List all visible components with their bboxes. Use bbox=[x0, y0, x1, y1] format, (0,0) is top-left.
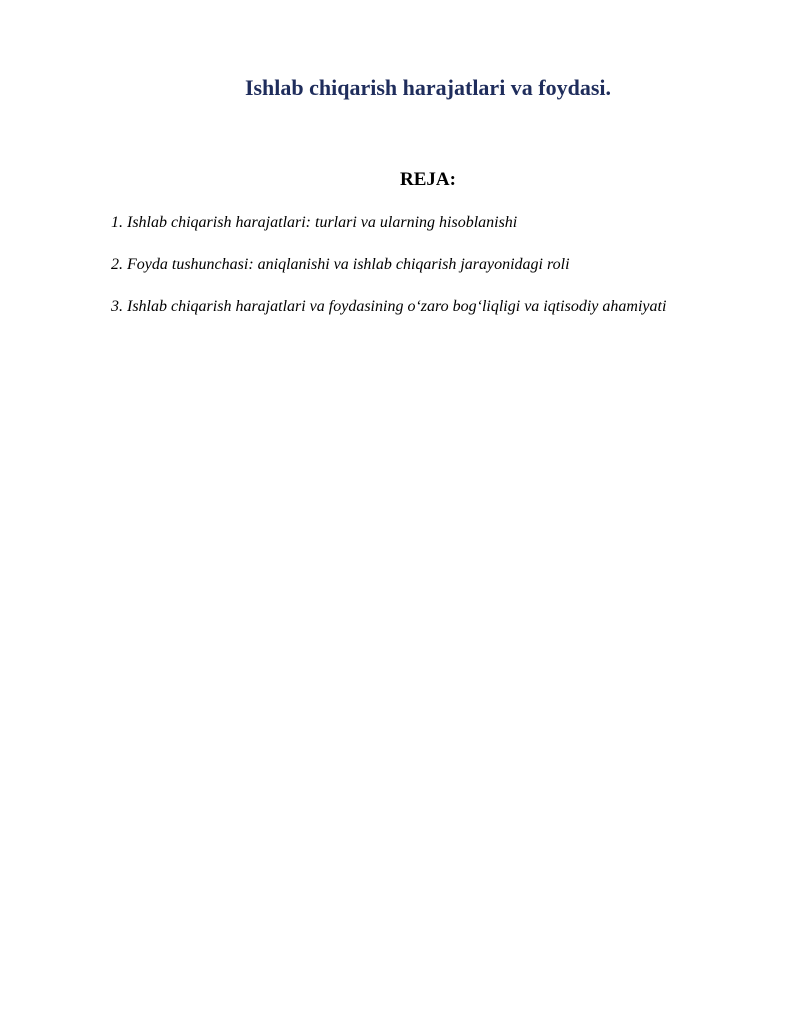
plan-item-3: 3. Ishlab chiqarish harajatlari va foydasining o‘zaro bog‘liqligi va iqtisodiy ahamiyati bbox=[111, 298, 667, 315]
plan-heading: REJA: bbox=[400, 169, 456, 190]
plan-item-2: 2. Foyda tushunchasi: aniqlanishi va ishlab chiqarish jarayonidagi roli bbox=[111, 256, 570, 273]
plan-item-1: 1. Ishlab chiqarish harajatlari: turlari va ularning hisoblanishi bbox=[111, 214, 518, 231]
plan-list bbox=[111, 212, 666, 338]
document-title: Ishlab chiqarish harajatlari va foydasi. bbox=[244, 75, 612, 100]
